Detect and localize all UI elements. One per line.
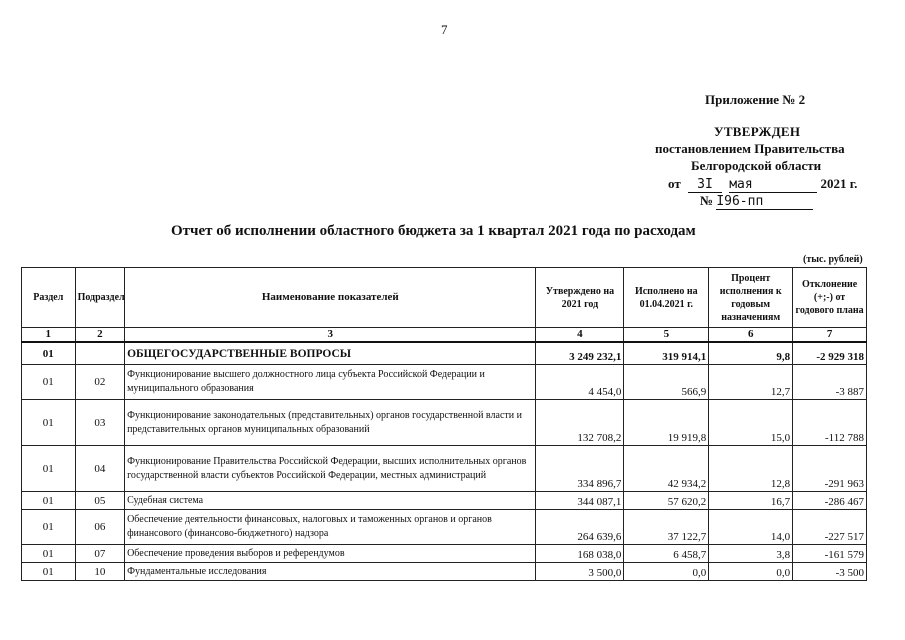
indicator-name: Фундаментальные исследования [125,563,536,581]
decree-line-1: постановлением Правительства [655,141,845,156]
executed-value: 19 919,8 [624,400,709,446]
column-header: Наименование показателей [125,268,536,328]
deviation-value: -3 500 [793,563,867,581]
column-number: 7 [793,328,867,343]
percent-value: 0,0 [709,563,793,581]
deviation-value: -291 963 [793,446,867,492]
number-value: I96-пп [716,194,813,210]
approved-value: 264 639,6 [536,510,624,545]
percent-value: 15,0 [709,400,793,446]
percent-value: 3,8 [709,545,793,563]
subsection-code: 10 [75,563,125,581]
subsection-code: 06 [75,510,125,545]
table-row [22,400,867,446]
executed-value: 566,9 [624,365,709,400]
table-row [22,342,867,365]
subsection-code: 02 [75,365,125,400]
percent-value: 16,7 [709,492,793,510]
deviation-value: -286 467 [793,492,867,510]
indicator-name: Функционирование Правительства Российской Федерации, высших исполнительных органов государственной власти субъектов Российской Федерации, местных администраций [125,446,536,492]
column-number: 1 [22,328,76,343]
indicator-name: ОБЩЕГОСУДАРСТВЕННЫЕ ВОПРОСЫ [125,342,536,365]
table-row [22,563,867,581]
appendix-label: Приложение № 2 [705,92,806,107]
executed-value: 57 620,2 [624,492,709,510]
executed-value: 37 122,7 [624,510,709,545]
subsection-code: 07 [75,545,125,563]
percent-value: 9,8 [709,342,793,365]
date-day: 3I [688,177,722,193]
indicator-name: Функционирование законодательных (представительных) органов государственной власти и представительных органов муниципальных образований [125,400,536,446]
column-number-row [22,328,867,343]
section-code: 01 [22,492,76,510]
column-header: Утверждено на 2021 год [536,268,624,328]
subsection-code: 03 [75,400,125,446]
executed-value: 42 934,2 [624,446,709,492]
percent-value: 14,0 [709,510,793,545]
decree-date [668,176,857,193]
deviation-value: -2 929 318 [793,342,867,365]
deviation-value: -112 788 [793,400,867,446]
executed-value: 0,0 [624,563,709,581]
percent-value: 12,7 [709,365,793,400]
number-prefix: № [700,193,714,208]
approved-value: 168 038,0 [536,545,624,563]
decree-line-2: Белгородской области [691,158,822,173]
approved-value: 3 249 232,1 [536,342,624,365]
report-title: Отчет об исполнении областного бюджета за 1 квартал 2021 года по расходам [171,223,696,239]
expenditure-table [21,267,867,581]
date-month: мая [729,177,817,193]
executed-value: 6 458,7 [624,545,709,563]
section-code: 01 [22,365,76,400]
column-header: Раздел [22,268,76,328]
approved-value: 132 708,2 [536,400,624,446]
approved-value: 3 500,0 [536,563,624,581]
subsection-code: 05 [75,492,125,510]
indicator-name: Обеспечение проведения выборов и референдумов [125,545,536,563]
subsection-code: 04 [75,446,125,492]
table-row [22,492,867,510]
column-number: 3 [125,328,536,343]
deviation-value: -3 887 [793,365,867,400]
deviation-value: -227 517 [793,510,867,545]
table-row [22,510,867,545]
date-year: 2021 г. [820,176,858,191]
deviation-value: -161 579 [793,545,867,563]
column-number: 6 [709,328,793,343]
page-number: 7 [441,22,448,37]
section-code: 01 [22,545,76,563]
approved-label: УТВЕРЖДЕН [714,124,801,139]
column-header: Подраздел [75,268,125,328]
section-code: 01 [22,400,76,446]
table-header-row [22,268,867,328]
executed-value: 319 914,1 [624,342,709,365]
date-prefix: от [668,176,681,191]
column-number: 5 [624,328,709,343]
approved-value: 344 087,1 [536,492,624,510]
table-row [22,446,867,492]
indicator-name: Обеспечение деятельности финансовых, налоговых и таможенных органов и органов финансового (финансово-бюджетного) надзора [125,510,536,545]
section-code: 01 [22,563,76,581]
approved-value: 334 896,7 [536,446,624,492]
subsection-code [75,342,125,365]
column-header: Процент исполнения к годовым назначениям [709,268,793,328]
section-code: 01 [22,446,76,492]
column-header: Отклонение (+;-) от годового плана [793,268,867,328]
units-label: (тыс. рублей) [803,254,863,265]
approved-value: 4 454,0 [536,365,624,400]
percent-value: 12,8 [709,446,793,492]
indicator-name: Функционирование высшего должностного лица субъекта Российской Федерации и муниципального образования [125,365,536,400]
column-number: 2 [75,328,125,343]
column-header: Исполнено на 01.04.2021 г. [624,268,709,328]
section-code: 01 [22,342,76,365]
indicator-name: Судебная система [125,492,536,510]
section-code: 01 [22,510,76,545]
table-row [22,545,867,563]
column-number: 4 [536,328,624,343]
table-row [22,365,867,400]
decree-number [700,193,813,210]
